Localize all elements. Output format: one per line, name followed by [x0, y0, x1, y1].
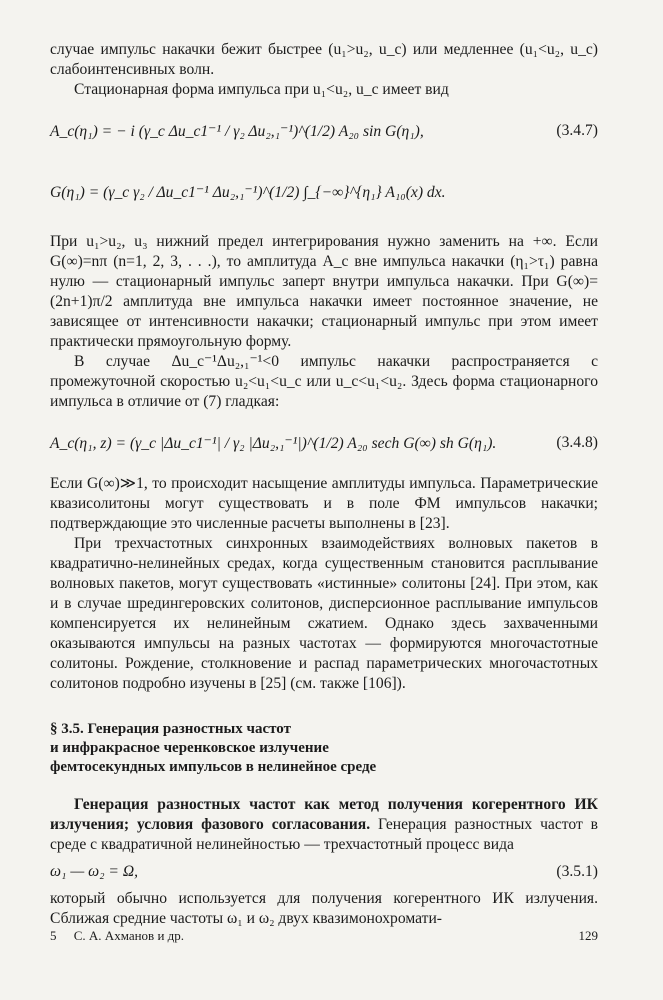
footer-left	[50, 928, 198, 944]
equation-number: (3.4.7)	[556, 122, 598, 139]
equation-3-4-8	[50, 420, 598, 466]
section-heading-line: § 3.5. Генерация разностных частот	[50, 721, 291, 737]
equation-number: (3.4.8)	[556, 434, 598, 451]
section-heading	[50, 720, 598, 777]
equation-3-4-7	[50, 108, 598, 154]
paragraph-lead: Генерация разностных частот как метод получения когерентного ИК излучения; условия фазового согласования.	[50, 796, 598, 833]
equation-3-5-1	[50, 863, 598, 881]
equation-number: (3.5.1)	[556, 863, 598, 880]
paragraph-text: Генерация разностных частот в среде с квадратичной нелинейностью — трехчастотный процесс вида	[50, 816, 598, 853]
paragraph-8: который обычно используется для получения когерентного ИК излучения. Сближая средние частоты ω₁ и ω₂ двух квазимонохромати-	[50, 890, 598, 927]
equation-body: A_c(η₁) = − i (γ_c Δu_c1⁻¹ / γ₂ Δu₂,₁⁻¹)^(1/2) A₂₀ sin G(η₁),	[50, 122, 424, 140]
paragraph-1: случае импульс накачки бежит быстрее (u₁>u₂, u_c) или медленнее (u₁<u₂, u_c) слабоинтенсивных волн.	[50, 41, 598, 78]
section-heading-line: и инфракрасное черенковское излучение	[50, 740, 329, 756]
paragraph-3: При u₁>u₂, u₃ нижний предел интегрирования нужно заменить на +∞. Если G(∞)=nπ (n=1, 2, 3, . . .), то амплитуда A_c вне импульса накачки (η₁>τ₁) равна нулю — стационарный импульс заперт внутри импульса накачки. При G(∞)=(2n+1)π/2 амплитуда вне импульса накачки имеет постоянное значение, не зависящее от интенсивности накачки; стационарный импульс при этом имеет практически прямоугольную форму.	[50, 233, 598, 350]
equation-3-4-7-b	[50, 162, 598, 222]
signature-mark: 5	[50, 928, 57, 943]
paragraph-7	[50, 795, 598, 855]
equation-body: G(η₁) = (γ_c γ₂ / Δu_c1⁻¹ Δu₂,₁⁻¹)^(1/2) ∫_{−∞}^{η₁} A₁₀(x) dx.	[50, 183, 446, 201]
section-heading-line: фемтосекундных импульсов в нелинейное среде	[50, 759, 377, 775]
page-footer	[50, 928, 598, 944]
paragraph-2: Стационарная форма импульса при u₁<u₂, u_c имеет вид	[74, 81, 449, 98]
equation-body: A_c(η₁, z) = (γ_c |Δu_c1⁻¹| / γ₂ |Δu₂,₁⁻¹|)^(1/2) A₂₀ sech G(∞) sh G(η₁).	[50, 434, 497, 452]
paragraph-6: При трехчастотных синхронных взаимодействиях волновых пакетов в квадратично-нелинейных средах, когда существенным становится расплывание волновых пакетов, могут существовать «истинные» солитоны [24]. При этом, как и в случае шредингеровских солитонов, дисперсионное расплывание импульсов компенсируется их нелинейным сжатием. Однако здесь захваченными оказываются импульсы на разных частотах — формируются многочастотные солитоны. Рождение, столкновение и распад параметрических многочастотных солитонов подробно изучены в [25] (см. также [106]).	[50, 535, 598, 692]
paragraph-4: В случае Δu_c⁻¹Δu₂,₁⁻¹<0 импульс накачки распространяется с промежуточной скоростью u₂<u₁<u_c или u_c<u₁<u₂. Здесь форма стационарного импульса в отличие от (7) гладкая:	[50, 353, 598, 410]
page-body	[50, 40, 598, 929]
equation-body: ω₁ — ω₂ = Ω,	[50, 863, 139, 880]
paragraph-5: Если G(∞)≫1, то происходит насыщение амплитуды импульса. Параметрические квазисолитоны могут существовать и в поле ФМ импульсов накачки; подтверждающие это численные расчеты выполнены в [23].	[50, 475, 598, 532]
page-number: 129	[578, 928, 598, 943]
footer-authors: С. А. Ахманов и др.	[73, 928, 185, 943]
